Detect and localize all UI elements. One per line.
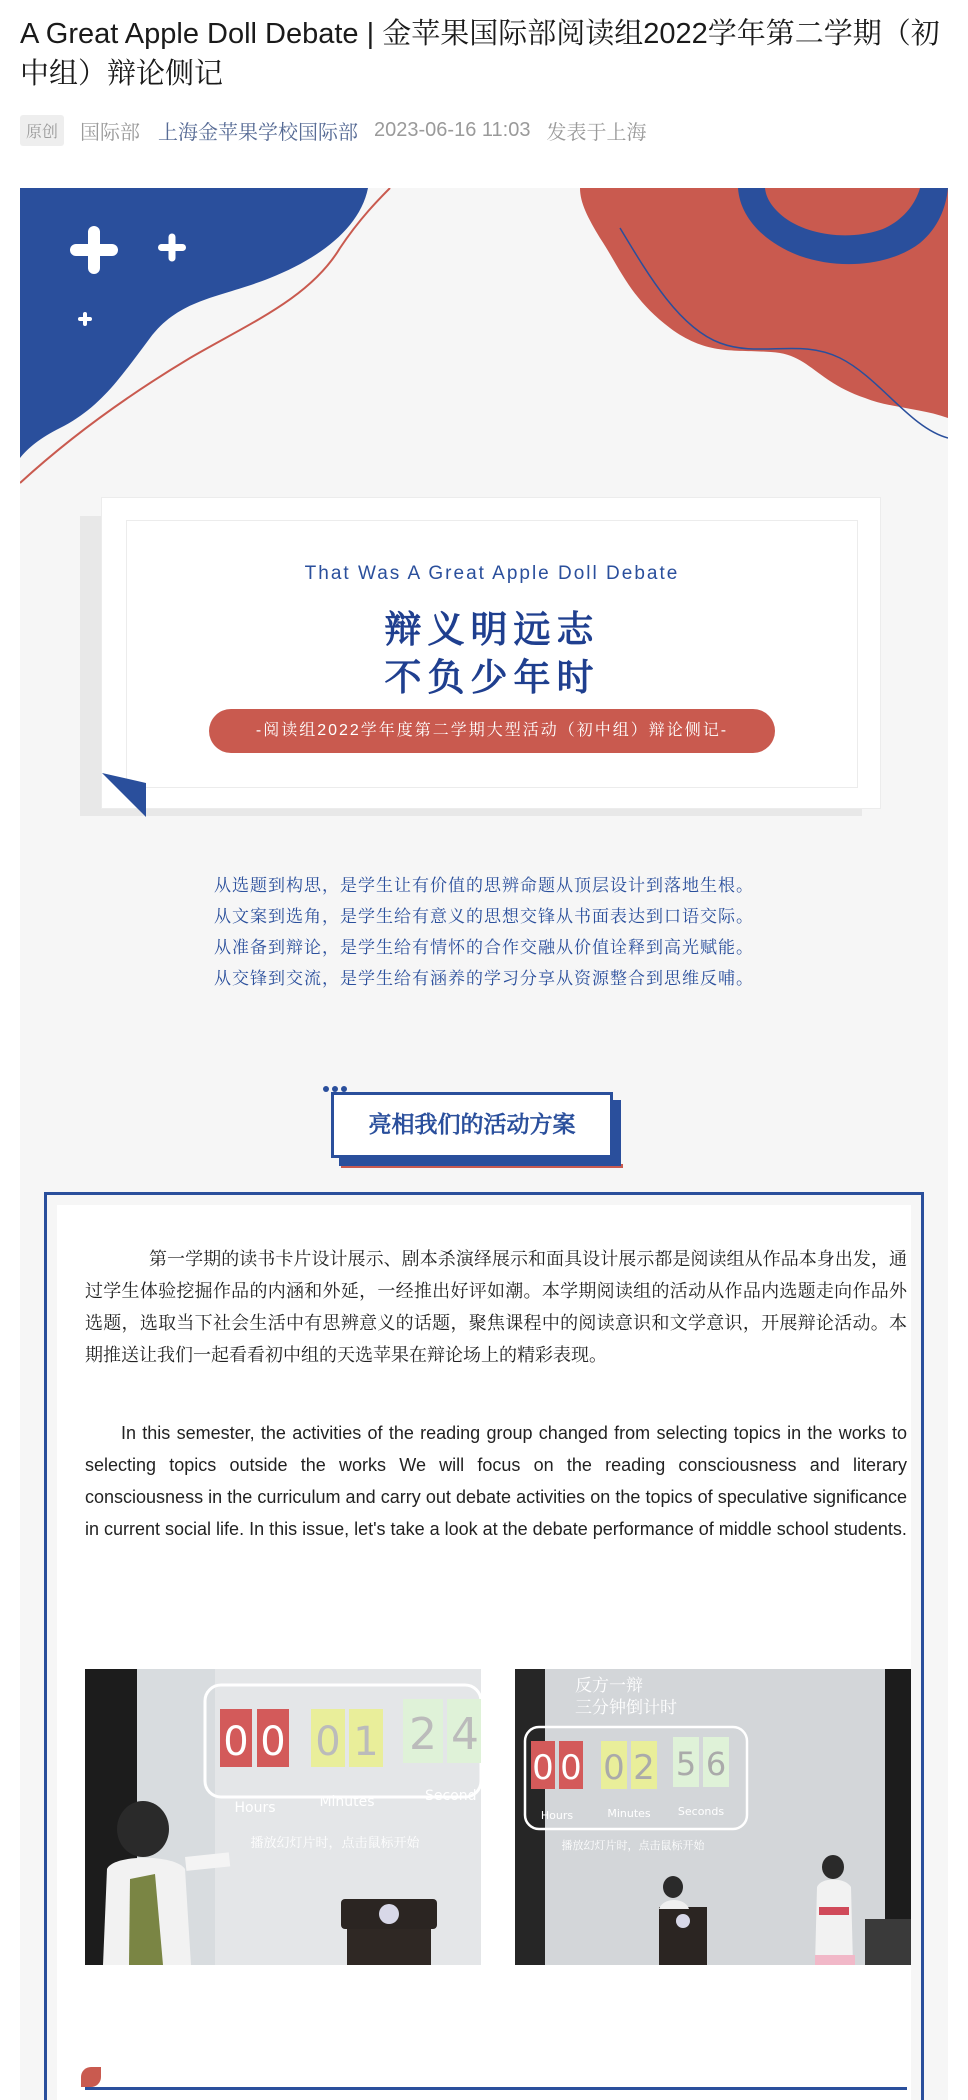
timer-unit: Hours bbox=[540, 1809, 574, 1822]
timer-unit: Seconds bbox=[677, 1805, 725, 1818]
bottom-divider bbox=[85, 2087, 907, 2090]
timer-digit: 1 bbox=[353, 1719, 379, 1765]
publish-location: 发表于上海 bbox=[546, 121, 647, 144]
hero-headline-2: 不负少年时 bbox=[384, 657, 600, 698]
intro-line: 从准备到辩论，是学生给有情怀的合作交融从价值诠释到高光赋能。 bbox=[214, 938, 754, 957]
timer-digit: 0 bbox=[532, 1748, 554, 1788]
article-body bbox=[20, 188, 948, 2100]
intro-line: 从文案到选角，是学生给有意义的思想交锋从书面表达到口语交际。 bbox=[214, 907, 754, 926]
debate-photo-1 bbox=[85, 1669, 481, 1965]
timer-digit: 0 bbox=[315, 1719, 341, 1765]
debate-photo-2 bbox=[515, 1669, 911, 1965]
hero-headline-1: 辩义明远志 bbox=[384, 609, 600, 650]
hero-subtitle: That Was A Great Apple Doll Debate bbox=[304, 563, 680, 584]
department-label: 国际部 bbox=[80, 121, 141, 144]
timer-digit: 2 bbox=[409, 1709, 437, 1760]
intro-line: 从选题到构思，是学生让有价值的思辨命题从顶层设计到落地生根。 bbox=[214, 876, 754, 895]
paragraph-chinese: 第一学期的读书卡片设计展示、剧本杀演绎展示和面具设计展示都是阅读组从作品本身出发，通过学生体验挖掘作品的内涵和外延，一经推出好评如潮。本学期阅读组的活动从作品内选题走向作品外选题，选取当下社会生活中有思辨意义的话题，聚焦课程中的阅读意识和文学意识，开展辩论活动。本期推送让我们一起看看初中组的天选苹果在辩论场上的精彩表现。 bbox=[85, 1249, 907, 1365]
timer-digit: 2 bbox=[633, 1748, 655, 1788]
timer-digit: 0 bbox=[560, 1748, 582, 1788]
hero-card bbox=[102, 498, 880, 808]
intro-text bbox=[20, 870, 948, 994]
publish-time: 2023-06-16 11:03 bbox=[374, 118, 531, 141]
dots-decoration bbox=[322, 1084, 352, 1094]
screen-title: 三分钟倒计时 bbox=[575, 1698, 677, 1718]
article-title: A Great Apple Doll Debate | 金苹果国际部阅读组2022学年第二学期（初中组）辩论侧记 bbox=[20, 18, 940, 90]
account-link[interactable]: 上海金苹果学校国际部 bbox=[158, 121, 359, 144]
screen-title: 反方一辩 bbox=[575, 1676, 643, 1696]
bottom-corner-decoration bbox=[81, 2067, 101, 2087]
timer-unit: Minutes bbox=[607, 1807, 651, 1820]
screen-caption: 播放幻灯片时，点击鼠标开始 bbox=[561, 1839, 705, 1852]
timer-digit: 4 bbox=[451, 1709, 479, 1760]
timer-unit: Minutes bbox=[319, 1794, 375, 1810]
timer-digit: 0 bbox=[223, 1719, 249, 1765]
article-meta bbox=[20, 114, 646, 146]
timer-digit: 0 bbox=[260, 1719, 286, 1765]
hero-banner: -阅读组2022学年度第二学期大型活动（初中组）辩论侧记- bbox=[209, 709, 775, 753]
decorative-header-graphic bbox=[20, 188, 948, 518]
original-badge: 原创 bbox=[20, 115, 64, 146]
content-box bbox=[44, 1192, 924, 2100]
section-title: 亮相我们的活动方案 bbox=[331, 1092, 613, 1158]
content-inner bbox=[57, 1205, 911, 2100]
timer-digit: 5 bbox=[675, 1745, 697, 1783]
hero-card-frame bbox=[126, 520, 858, 788]
paragraph-english: In this semester, the activities of the reading group changed from selecting topics in the works to selecting topics outside the works We will focus on the reading consciousness and literary consciousness in the curriculum and carry out debate activities on the topics of speculative significance in current social life. In this issue, let's take a look at the debate performance of middle school students. bbox=[85, 1423, 907, 1539]
timer-digit: 0 bbox=[603, 1748, 625, 1788]
timer-digit: 6 bbox=[705, 1745, 727, 1783]
intro-line: 从交锋到交流，是学生给有涵养的学习分享从资源整合到思维反哺。 bbox=[214, 969, 754, 988]
timer-unit: Hours bbox=[234, 1800, 276, 1816]
corner-triangle-decoration bbox=[102, 773, 146, 817]
timer-unit: Second bbox=[425, 1788, 477, 1804]
screen-caption: 播放幻灯片时，点击鼠标开始 bbox=[250, 1836, 420, 1851]
